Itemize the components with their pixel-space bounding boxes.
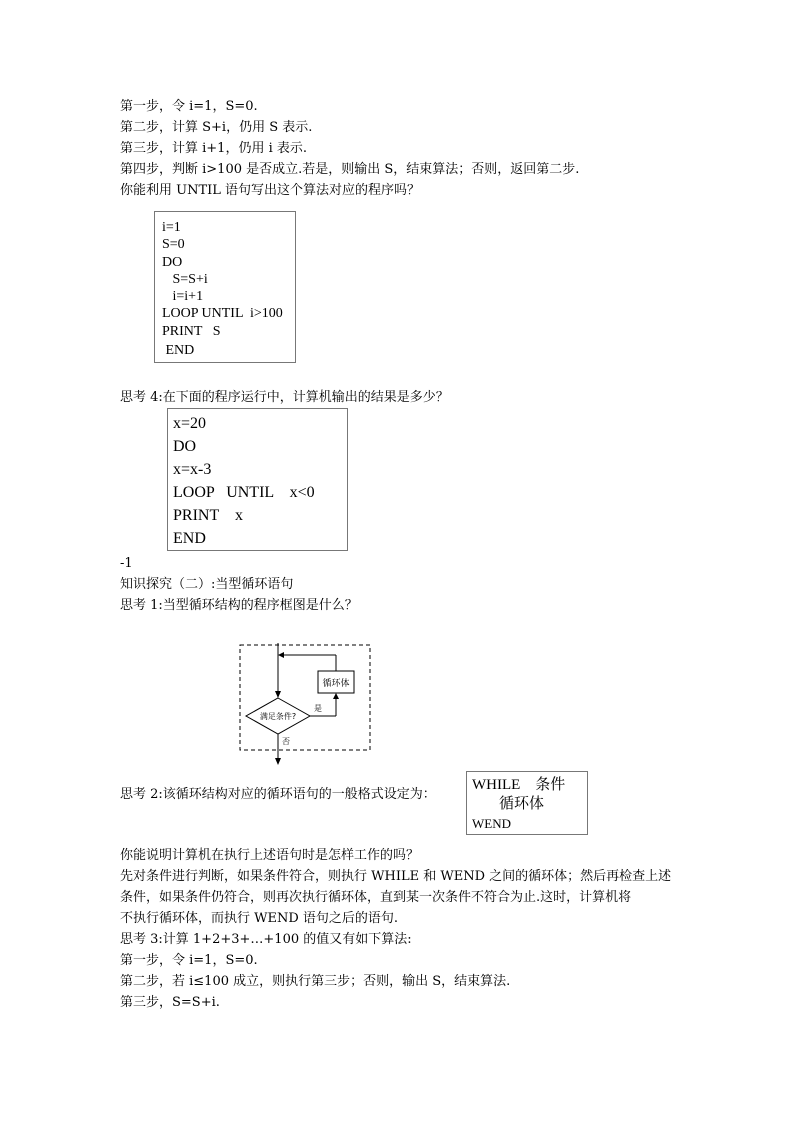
program1-line: i=i+1 (162, 289, 204, 304)
program2-line: END (173, 530, 206, 547)
while-loop-flowchart (238, 643, 372, 767)
program2-line: DO (173, 438, 197, 455)
program1-line: PRINT S (162, 324, 221, 339)
explain-line-4: 不执行循环体，而执行 WEND 语句之后的语句. (120, 911, 399, 926)
flowchart-condition: 满足条件? (259, 712, 297, 721)
think2-question: 思考 2:该循环结构对应的循环语句的一般格式设定为： (120, 787, 436, 802)
program2-line: LOOP UNTIL x<0 (173, 484, 315, 501)
program2-box (167, 408, 348, 551)
program2-line: x=x-3 (173, 461, 212, 478)
program1-line: DO (162, 255, 183, 270)
think4-question: 思考 4:在下面的程序运行中，计算机输出的结果是多少？ (120, 390, 449, 405)
while-line-2: 循环体 (499, 796, 545, 812)
program1-line: i=1 (162, 220, 181, 235)
think3-question: 思考 3:计算 1+2+3+…+100 的值又有如下算法: (120, 932, 412, 947)
explain-line-2: 先对条件进行判断，如果条件符合，则执行 WHILE 和 WEND 之间的循环体；然后再检查上述 (120, 869, 672, 884)
program1-line: END (162, 343, 195, 358)
intro-line-2: 第二步，计算 S+i，仍用 S 表示. (120, 120, 313, 135)
while-syntax-box (466, 771, 588, 835)
program1-line: S=S+i (162, 272, 208, 287)
program1-line: LOOP UNTIL i>100 (162, 306, 283, 321)
flowchart-yes-label: 是 (314, 704, 322, 713)
flowchart-loop-body: 循环体 (322, 679, 350, 689)
intro-line-4: 第四步，判断 i>100 是否成立.若是，则输出 S，结束算法；否则，返回第二步. (120, 162, 580, 177)
while-line-1: WHILE 条件 (472, 777, 566, 793)
flowchart-no-label: 否 (282, 737, 290, 746)
think1-question: 思考 1:当型循环结构的程序框图是什么？ (120, 598, 358, 613)
answer: -1 (120, 556, 133, 571)
explain-line-3: 条件，如果条件仍符合，则再次执行循环体，直到某一次条件不符合为止.这时，计算机将 (120, 890, 632, 905)
intro-line-1: 第一步，令 i=1，S=0. (120, 99, 258, 114)
explain-line-1: 你能说明计算机在执行上述语句时是怎样工作的吗？ (120, 848, 420, 863)
algo-step-1: 第一步，令 i=1，S=0. (120, 953, 258, 968)
program2-line: x=20 (173, 415, 207, 432)
intro-line-3: 第三步，计算 i+1，仍用 i 表示. (120, 141, 308, 156)
section-title: 知识探究（二）:当型循环语句 (120, 577, 294, 592)
algo-step-3: 第三步，S=S+i. (120, 995, 220, 1010)
program1-box (154, 211, 296, 363)
program1-line: S=0 (162, 237, 185, 252)
while-line-3: WEND (472, 816, 511, 831)
program2-line: PRINT x (173, 507, 243, 524)
intro-line-5: 你能利用 UNTIL 语句写出这个算法对应的程序吗？ (120, 183, 421, 198)
algo-step-2: 第二步，若 i≤100 成立，则执行第三步；否则，输出 S，结束算法. (120, 974, 511, 989)
